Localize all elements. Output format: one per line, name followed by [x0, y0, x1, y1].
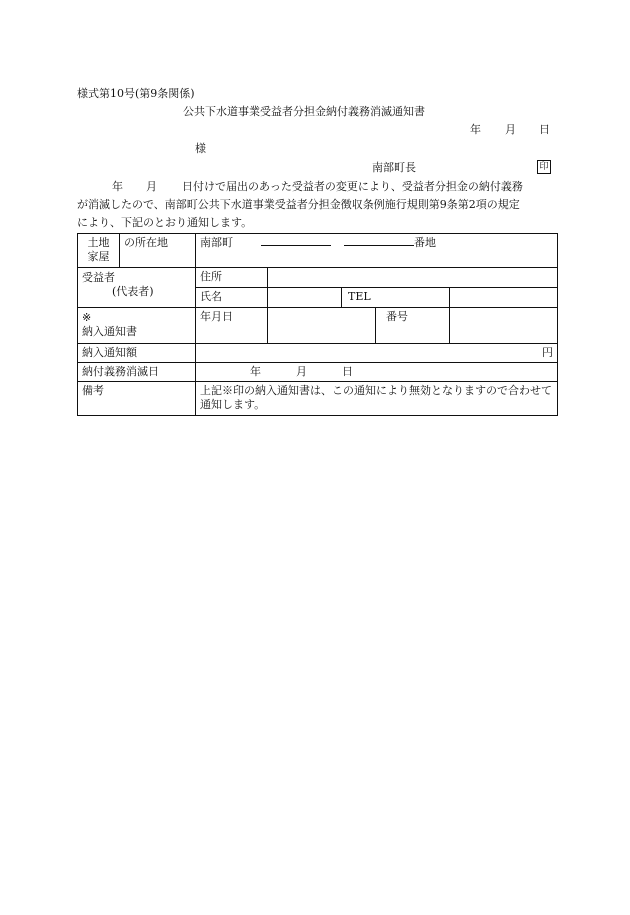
notice-number-label: 番号 — [376, 308, 450, 344]
address-value[interactable] — [268, 268, 558, 288]
remarks-text: 上記※印の納入通知書は、この通知により無効となりますので合わせて通知します。 — [196, 382, 558, 416]
house-label: 家屋 — [87, 250, 110, 263]
extinction-date-value[interactable] — [196, 363, 558, 382]
payment-notice-label-cell — [78, 308, 196, 344]
payment-notice-row — [78, 308, 558, 344]
date-day-label: 日 — [539, 123, 550, 136]
name-value[interactable] — [268, 288, 342, 308]
location-blank-1 — [261, 244, 331, 246]
yen-label: 円 — [542, 346, 554, 359]
body-line-3: により、下記のとおり通知します。 — [77, 216, 253, 229]
representative-label: (代表者) — [112, 285, 154, 298]
note-mark: ※ — [82, 311, 92, 324]
location-blank-2 — [344, 244, 414, 246]
beneficiary-address-row — [78, 268, 558, 288]
notice-number-value[interactable] — [450, 308, 558, 344]
body-month-label: 月 — [146, 180, 157, 193]
remarks-row — [78, 382, 558, 416]
ext-month-label: 月 — [296, 365, 307, 378]
location-value-cell[interactable] — [196, 234, 558, 268]
land-label: 土地 — [87, 236, 110, 249]
remarks-label: 備考 — [78, 382, 196, 416]
banchi-label: 番地 — [414, 236, 436, 249]
body-line-2: が消滅したので、南部町公共下水道事業受益者分担金徴収条例施行規則第9条第2項の規定 — [77, 198, 520, 211]
payment-notice-label: 納入通知書 — [82, 325, 137, 338]
date-year-label: 年 — [470, 123, 481, 136]
issuer-name: 南部町長 — [372, 161, 416, 174]
extinction-date-row — [78, 363, 558, 382]
amount-row — [78, 344, 558, 363]
ext-day-label: 日 — [342, 365, 353, 378]
body-year-label: 年 — [112, 180, 123, 193]
form-number: 様式第10号(第9条関係) — [77, 87, 195, 100]
location-label: の所在地 — [120, 234, 196, 268]
seal-mark: 印 — [537, 160, 551, 174]
town-name: 南部町 — [200, 236, 233, 249]
name-label: 氏名 — [196, 288, 268, 308]
date-month-label: 月 — [505, 123, 516, 136]
location-row — [78, 234, 558, 268]
land-house-label — [78, 234, 120, 268]
tel-label: TEL — [342, 288, 450, 308]
amount-label: 納入通知額 — [78, 344, 196, 363]
notice-form-table — [77, 233, 558, 416]
amount-value[interactable] — [196, 344, 558, 363]
ext-year-label: 年 — [250, 365, 261, 378]
tel-value[interactable] — [450, 288, 558, 308]
notice-date-label: 年月日 — [196, 308, 268, 344]
body-line-1: 日付けで届出のあった受益者の変更により、受益者分担金の納付義務 — [182, 180, 523, 193]
beneficiary-label: 受益者 — [82, 271, 115, 284]
address-label: 住所 — [196, 268, 268, 288]
addressee-suffix: 様 — [195, 142, 206, 155]
document-title: 公共下水道事業受益者分担金納付義務消滅通知書 — [183, 105, 425, 118]
beneficiary-label-cell — [78, 268, 196, 308]
extinction-date-label: 納付義務消滅日 — [78, 363, 196, 382]
notice-date-value[interactable] — [268, 308, 376, 344]
